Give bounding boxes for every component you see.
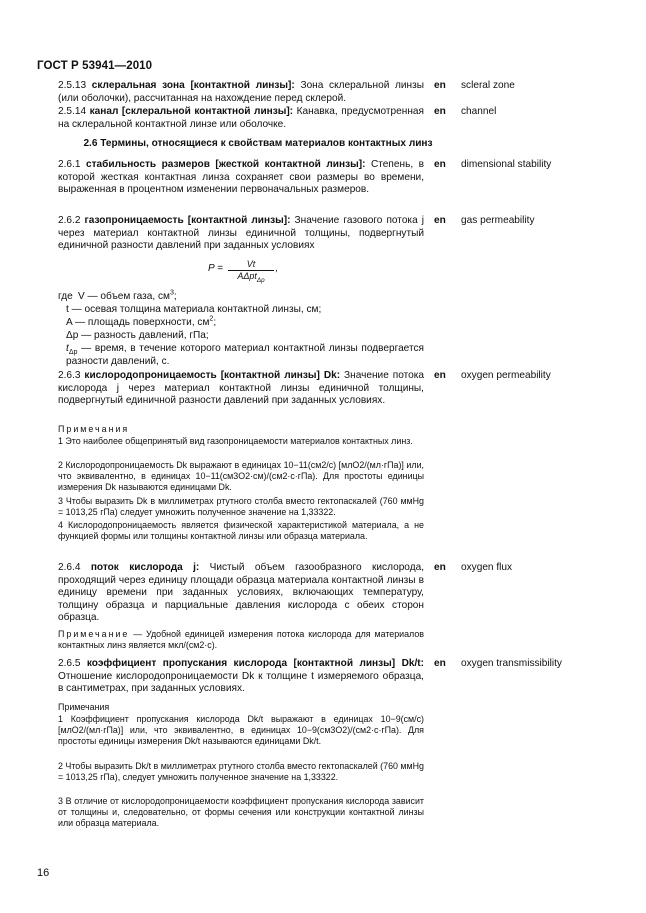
term-name: коэффициент пропускания кислорода [контактной линзы] Dk/t: [86, 658, 424, 669]
term-definition: Чистый объем газообразного кислорода, проходящий через единицу площади образца материала контактной линзы в единицу времени при заданных условиях, включающих температуру, толщину образца и парциальные давления кислорода с обеих сторон образца. [58, 562, 425, 624]
term-name: стабильность размеров [жесткой контактной линзы]: [85, 159, 366, 170]
lang-code: en [434, 215, 446, 226]
term-number: 2.6.1 [58, 159, 81, 170]
term-entry-2-5-13 [58, 80, 424, 105]
term-number: 2.6.5 [58, 658, 81, 669]
lang-code: en [434, 80, 446, 91]
lang-code: en [434, 159, 446, 170]
term-definition: Отношение кислородопроницаемости Dk к толщине t измеряемого образца, в сантиметрах, при заданных условиях. [58, 670, 424, 695]
term-entry-2-6-2 [58, 215, 424, 253]
notes-heading: Примечания [58, 424, 130, 434]
term-name: кислородопроницаемость [контактной линзы] Dk: [84, 370, 341, 381]
term-number: 2.5.14 [58, 106, 87, 117]
term-entry-2-6-1 [58, 159, 424, 197]
term-definition: Значение газового потока j через материал контактной линзы единичной толщины, подвергнутый единичной разности давлений при заданных условиях [58, 215, 424, 252]
formula-denominator: AΔpt$_{\Delta p}$ [237, 271, 265, 284]
term-definition: Зона склеральной линзы (или оболочки), рассчитанная на нахождение перед склерой. [58, 80, 424, 104]
where-a: A — площадь поверхности, $см^2$; [66, 315, 217, 328]
term-name: склеральная зона [контактной линзы]: [91, 80, 295, 91]
term-name: поток кислорода j: [90, 562, 200, 573]
term-translation: channel [461, 106, 497, 117]
formula-lhs: P = [208, 263, 223, 274]
lang-code: en [434, 562, 446, 573]
term-entry-2-6-3 [58, 370, 424, 408]
term-number: 2.5.13 [58, 80, 87, 91]
lang-code: en [434, 370, 446, 381]
formula-comma: , [275, 263, 278, 274]
note-2: 2 Кислородопроницаемость Dk выражают в единицах 10−11(см2/с) [млO2/(мл·гПа)] или, что эквивалентно, в единицах 10−11(см3O2·см)/(см2·с·гПа). Для простоты единицы измерения Dk называются единицами Dk. [58, 460, 424, 493]
term-definition: Значение потока кислорода j через материал контактной линзы единичной толщины, подвергнутый единичной разности давлений при заданных условиях. [58, 370, 424, 407]
where-intro: где [58, 291, 73, 302]
term-entry-2-6-5 [58, 658, 424, 696]
note-4: 4 Кислородопроницаемость является физической характеристикой материала, а не функцией формы или толщины контактной линзы или образца материала. [58, 520, 424, 542]
term-translation: gas permeability [461, 215, 535, 226]
term-translation: scleral zone [461, 80, 515, 91]
document-header: ГОСТ Р 53941—2010 [37, 60, 153, 72]
term-translation: oxygen permeability [461, 370, 551, 381]
lang-code: en [434, 106, 446, 117]
term-definition: Канавка, предусмотренная на склеральной контактной линзе или оболочке. [58, 106, 424, 130]
notes-heading: Примечания [58, 702, 110, 712]
note-3: 3 Чтобы выразить Dk в миллиметрах ртутного столба вместо гектопаскалей (760 ммHg = 1013,25 гПа) следует умножить полученное значение на 1,33322. [58, 496, 424, 518]
term-entry-2-6-4 [58, 562, 424, 625]
term-definition: Степень, в которой жесткая контактная линза сохраняет свои размеры во времени, выраженная в процентном изменении первоначальных размеров. [58, 159, 425, 196]
where-tdp: $t_{\Delta p}$ — время, в течение которого материал контактной линзы подвергается разности давлений, с. [66, 343, 424, 367]
where-v: V — объем газа, $см^3$; [78, 289, 177, 302]
term-translation: dimensional stability [461, 159, 552, 170]
term-number: 2.6.4 [58, 562, 81, 573]
term-number: 2.6.3 [58, 370, 81, 381]
where-t: t — осевая толщина материала контактной линзы, см; [66, 304, 322, 315]
term-translation: oxygen transmissibility [461, 658, 562, 669]
note-3: 3 В отличие от кислородопроницаемости коэффициент пропускания кислорода зависит от толщины и, следовательно, от формы сечения или конструкции контактной линзы или образца материала. [58, 796, 424, 829]
term-number: 2.6.2 [58, 215, 81, 226]
section-heading: 2.6 Термины, относящиеся к свойствам материалов контактных линз [83, 138, 433, 149]
page-number: 16 [37, 867, 50, 879]
formula-fraction [228, 259, 274, 284]
note-2-6-4: Примечание — Удобной единицей измерения потока кислорода для материалов контактных линз является мкл/(см2·с). [58, 629, 424, 651]
term-entry-2-5-14 [58, 106, 424, 131]
note-2: 2 Чтобы выразить Dk/t в миллиметрах ртутного столба вместо гектопаскалей (760 ммHg = 1013,25 гПа), следует умножить полученное значение на 1,33322. [58, 761, 424, 783]
term-name: газопроницаемость [контактной линзы]: [84, 215, 291, 226]
term-name: канал [склеральной контактной линзы]: [89, 106, 294, 117]
lang-code: en [434, 658, 446, 669]
note-1: 1 Коэффициент пропускания кислорода Dk/t выражают в единицах 10−9(см/с)[млO2/(мл·гПа)] или, что эквивалентно, в единицах 10−9(см3O2)/(см2·с·гПа). Для простоты единицы измерения Dk/t называются единицами Dk/t. [58, 714, 424, 747]
where-p: Δp — разность давлений, гПа; [66, 330, 209, 341]
term-translation: oxygen flux [461, 562, 513, 573]
formula-numerator: Vt [228, 259, 274, 271]
note-1: 1 Это наиболее общепринятый вид газопроницаемости материалов контактных линз. [58, 436, 413, 446]
